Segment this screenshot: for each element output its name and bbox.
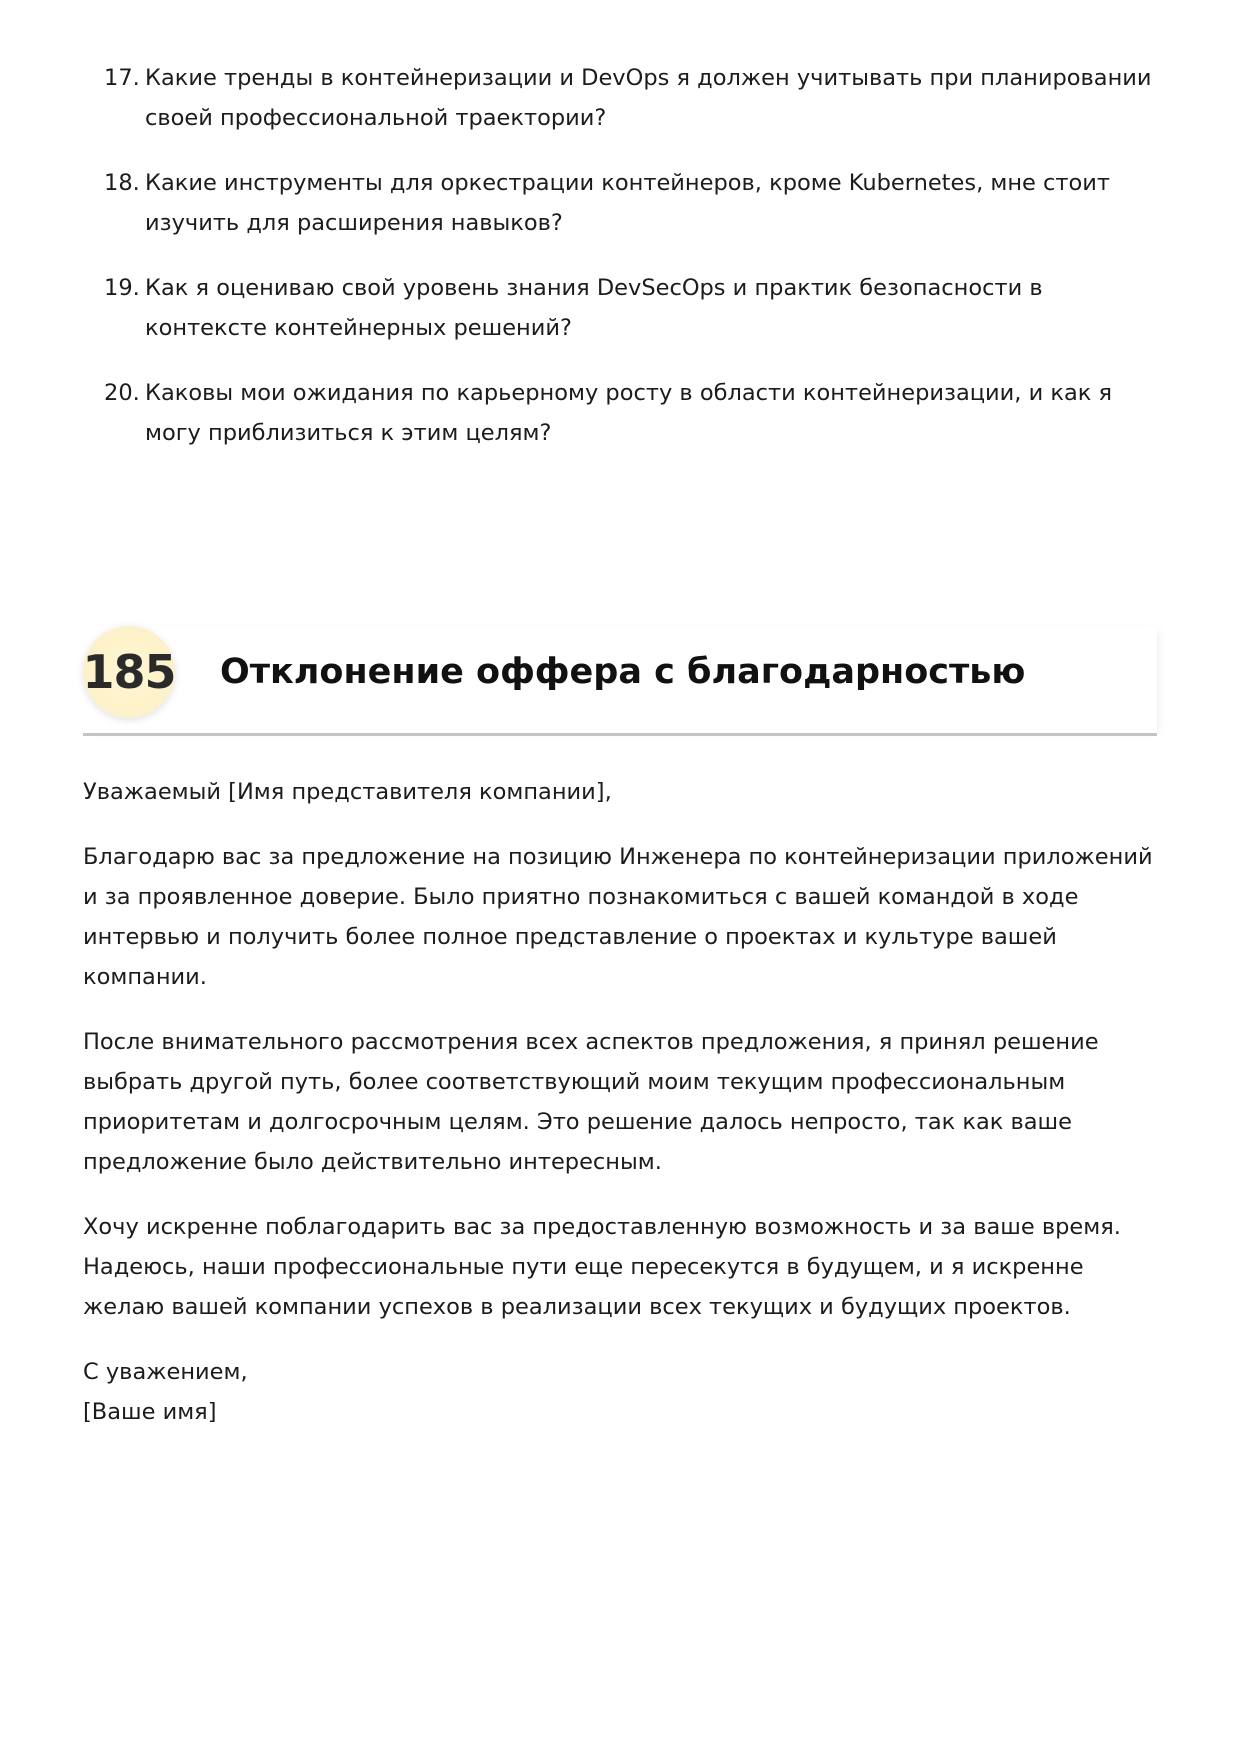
list-item [104,373,1154,453]
section-number: 185 [82,645,176,699]
list-item-text: Как я оцениваю свой уровень знания DevSecOps и практик безопасности в контексте контейнерных решений? [145,275,1043,341]
letter-paragraph: Благодарю вас за предложение на позицию Инженера по контейнеризации приложений и за проявленное доверие. Было приятно познакомиться с вашей командой в ходе интервью и получить более полное представление о проектах и культуре вашей компании. [83,844,1153,990]
list-item [104,58,1154,138]
list-item-text: Какие инструменты для оркестрации контейнеров, кроме Kubernetes, мне стоит изучить для расширения навыков? [145,170,1111,236]
question-list [104,58,1154,478]
list-item-number: 17. [104,65,140,91]
letter-paragraph: Хочу искренне поблагодарить вас за предоставленную возможность и за ваше время. Надеюсь, наши профессиональные пути еще пересекутся в будущем, и я искренне желаю вашей компании успехов в реализации всех текущих и будущих проектов. [83,1214,1121,1320]
letter-paragraph: После внимательного рассмотрения всех аспектов предложения, я принял решение выбрать другой путь, более соответствующий моим текущим профессиональным приоритетам и долгосрочным целям. Это решение далось непросто, так как ваше предложение было действительно интересным. [83,1029,1099,1175]
list-item-number: 18. [104,170,140,196]
section-number-badge [83,626,175,718]
letter-greeting: Уважаемый [Имя представителя компании], [83,779,612,805]
letter-signature: [Ваше имя] [83,1399,217,1425]
letter-body [83,772,1163,1432]
list-item-number: 20. [104,380,140,406]
section-header [83,626,1157,736]
list-item [104,268,1154,348]
list-item [104,163,1154,243]
list-item-number: 19. [104,275,140,301]
section-title: Отклонение оффера с благодарностью [220,652,1026,692]
list-item-text: Каковы мои ожидания по карьерному росту в области контейнеризации, и как я могу приблизиться к этим целям? [145,380,1113,446]
list-item-text: Какие тренды в контейнеризации и DevOps я должен учитывать при планировании своей профессиональной траектории? [145,65,1152,131]
letter-closing: С уважением, [83,1359,248,1385]
